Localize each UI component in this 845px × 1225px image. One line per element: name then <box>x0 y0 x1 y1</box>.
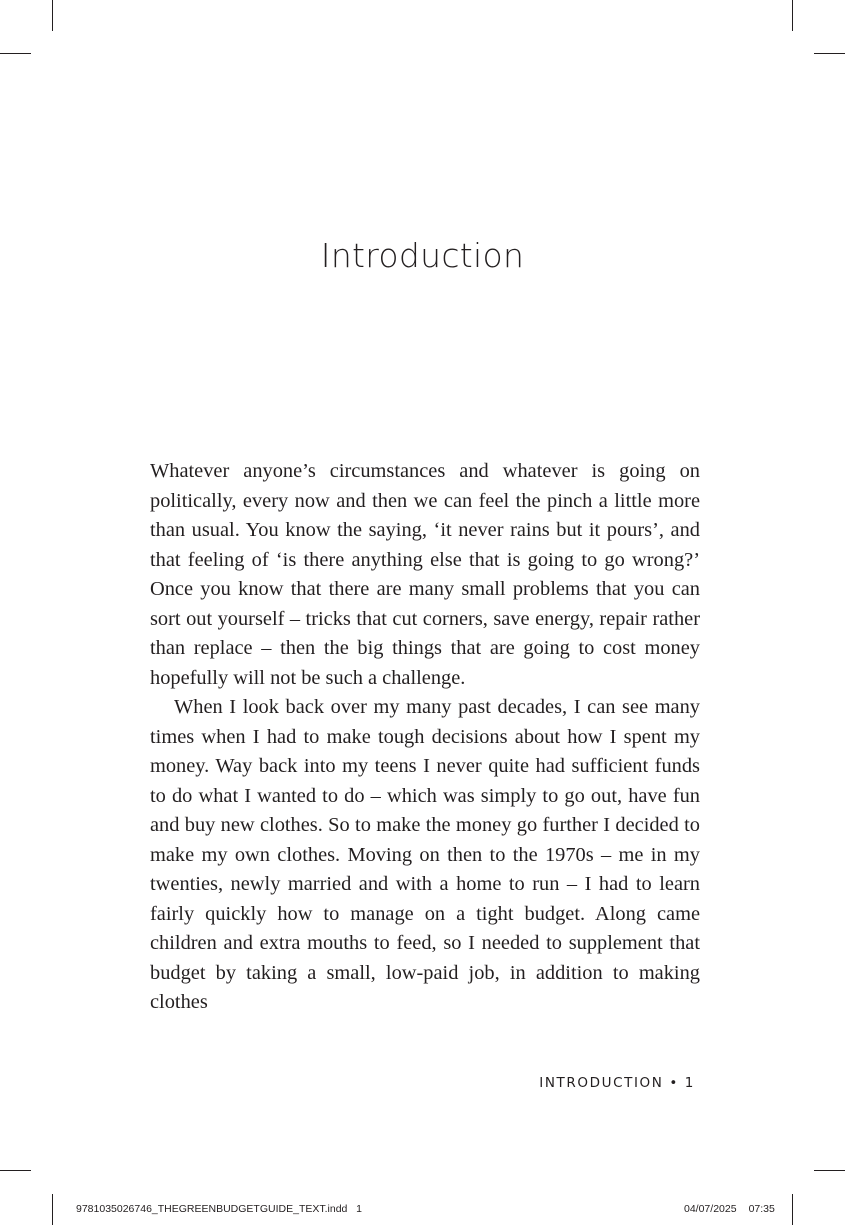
crop-mark-left-top <box>0 53 31 54</box>
body-text <box>150 457 700 1018</box>
crop-mark-bottom-left <box>52 1194 53 1225</box>
slug-datetime <box>684 1203 775 1215</box>
crop-mark-top-right <box>792 0 793 31</box>
chapter-title: Introduction <box>320 236 525 275</box>
paragraph-2: When I look back over my many past decades, I can see many times when I had to make tough decisions about how I spent my money. Way back into my teens I never quite had sufficient funds to do what I wanted to do – which was simply to go out, have fun and buy new clothes. So to make the money go further I decided to make my own clothes. Moving on then to the 1970s – me in my twenties, newly married and with a home to run – I had to learn fairly quickly how to manage on a tight budget. Along came children and extra mouths to feed, so I needed to supplement that budget by taking a small, low-paid job, in addition to making clothes <box>150 696 700 1013</box>
paragraph-1: Whatever anyone’s circumstances and whatever is going on politically, every now and then we can feel the pinch a little more than usual. You know the saying, ‘it never rains but it pours’, and that feeling of ‘is there anything else that is going to go wrong?’ Once you know that there are many small problems that you can sort out yourself – tricks that cut corners, save energy, repair rather than replace – then the big things that are going to cost money hopefully will not be such a challenge. <box>150 460 700 689</box>
slug-filename: 9781035026746_THEGREENBUDGETGUIDE_TEXT.indd 1 <box>76 1203 362 1215</box>
running-foot-page-number: INTRODUCTION • 1 <box>539 1075 695 1091</box>
slug-date: 04/07/2025 <box>684 1203 737 1215</box>
crop-mark-bottom-right <box>792 1194 793 1225</box>
crop-mark-right-bottom <box>814 1170 845 1171</box>
slug-time: 07:35 <box>748 1203 775 1215</box>
crop-mark-left-bottom <box>0 1170 31 1171</box>
crop-mark-right-top <box>814 53 845 54</box>
crop-mark-top-left <box>52 0 53 31</box>
